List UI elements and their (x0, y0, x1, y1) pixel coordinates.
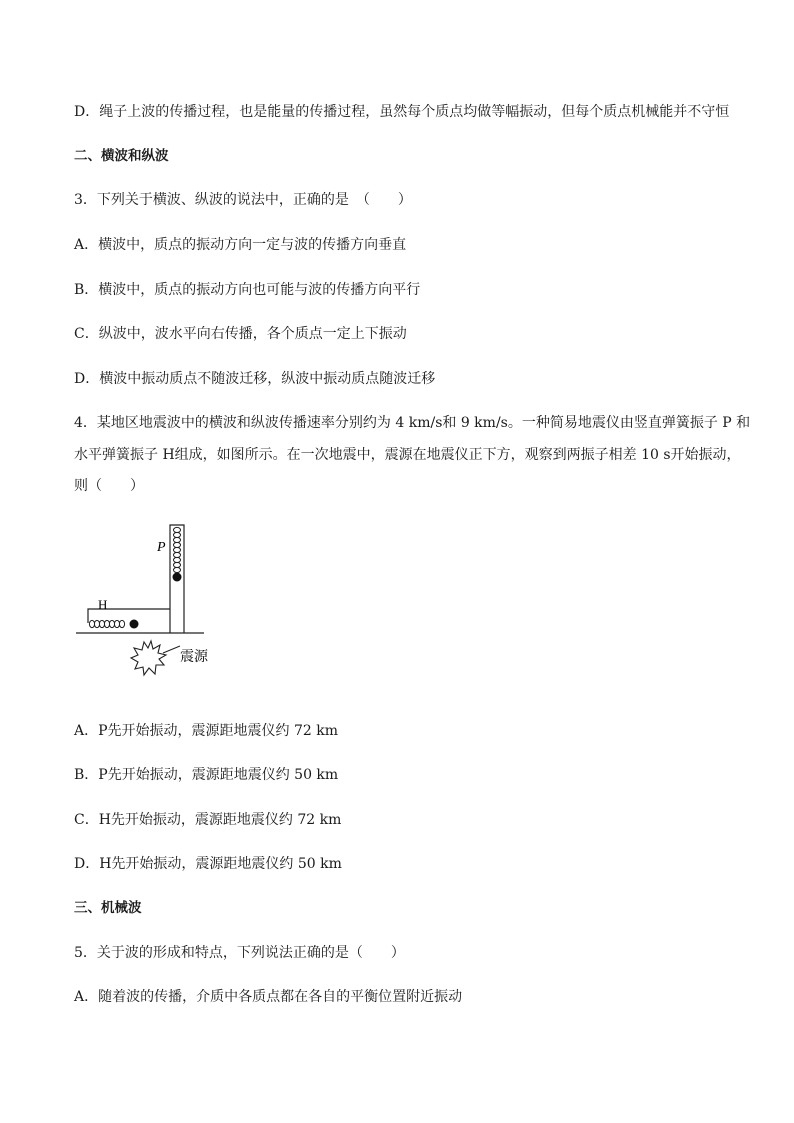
label-p: P (157, 540, 166, 555)
earthquake-source-icon (131, 641, 166, 675)
horizontal-mass-ball (130, 620, 139, 629)
label-h: H (98, 597, 108, 612)
option-c-q4: C．H先开始振动，震源距地震仪约 72 km (74, 812, 342, 828)
horizontal-spring (89, 620, 124, 627)
option-a-q5: A．随着波的传播，介质中各质点都在各自的平衡位置附近振动 (74, 989, 463, 1005)
option-c-q3: C．纵波中，波水平向右传播，各个质点一定上下振动 (74, 326, 407, 342)
option-b-q4: B．P先开始振动，震源距地震仪约 50 km (74, 767, 339, 783)
option-d-q2: D．绳子上波的传播过程，也是能量的传播过程，虽然每个质点均做等幅振动，但每个质点机械能并不守恒 (74, 104, 730, 120)
question-4-line-3: 则（ ） (74, 478, 144, 494)
option-a-q3: A．横波中，质点的振动方向一定与波的传播方向垂直 (74, 237, 407, 253)
seismometer-figure (74, 520, 224, 700)
vertical-mass-ball (173, 573, 182, 582)
question-5: 5．关于波的形成和特点，下列说法正确的是（ ） (74, 945, 405, 961)
vertical-spring (174, 527, 181, 572)
section-heading-mechanical-wave: 三、机械波 (74, 900, 142, 916)
seismometer-diagram (74, 520, 224, 700)
question-4-line-1: 4．某地区地震波中的横波和纵波传播速率分别约为 4 km/s和 9 km/s。一种简易地震仪由竖直弹簧振子 P 和 (74, 415, 751, 431)
option-b-q3: B．横波中，质点的振动方向也可能与波的传播方向平行 (74, 282, 421, 298)
question-4-line-2: 水平弹簧振子 H组成，如图所示。在一次地震中，震源在地震仪正下方，观察到两振子相差 10 s开始振动， (74, 447, 741, 463)
question-3: 3．下列关于横波、纵波的说法中，正确的是 （ ） (74, 192, 412, 208)
option-a-q4: A．P先开始振动，震源距地震仪约 72 km (74, 723, 339, 739)
option-d-q3: D．横波中振动质点不随波迁移，纵波中振动质点随波迁移 (74, 371, 436, 387)
section-heading-transverse-longitudinal: 二、横波和纵波 (74, 148, 169, 164)
option-d-q4: D．H先开始振动，震源距地震仪约 50 km (74, 856, 342, 872)
label-source: 震源 (180, 650, 208, 665)
